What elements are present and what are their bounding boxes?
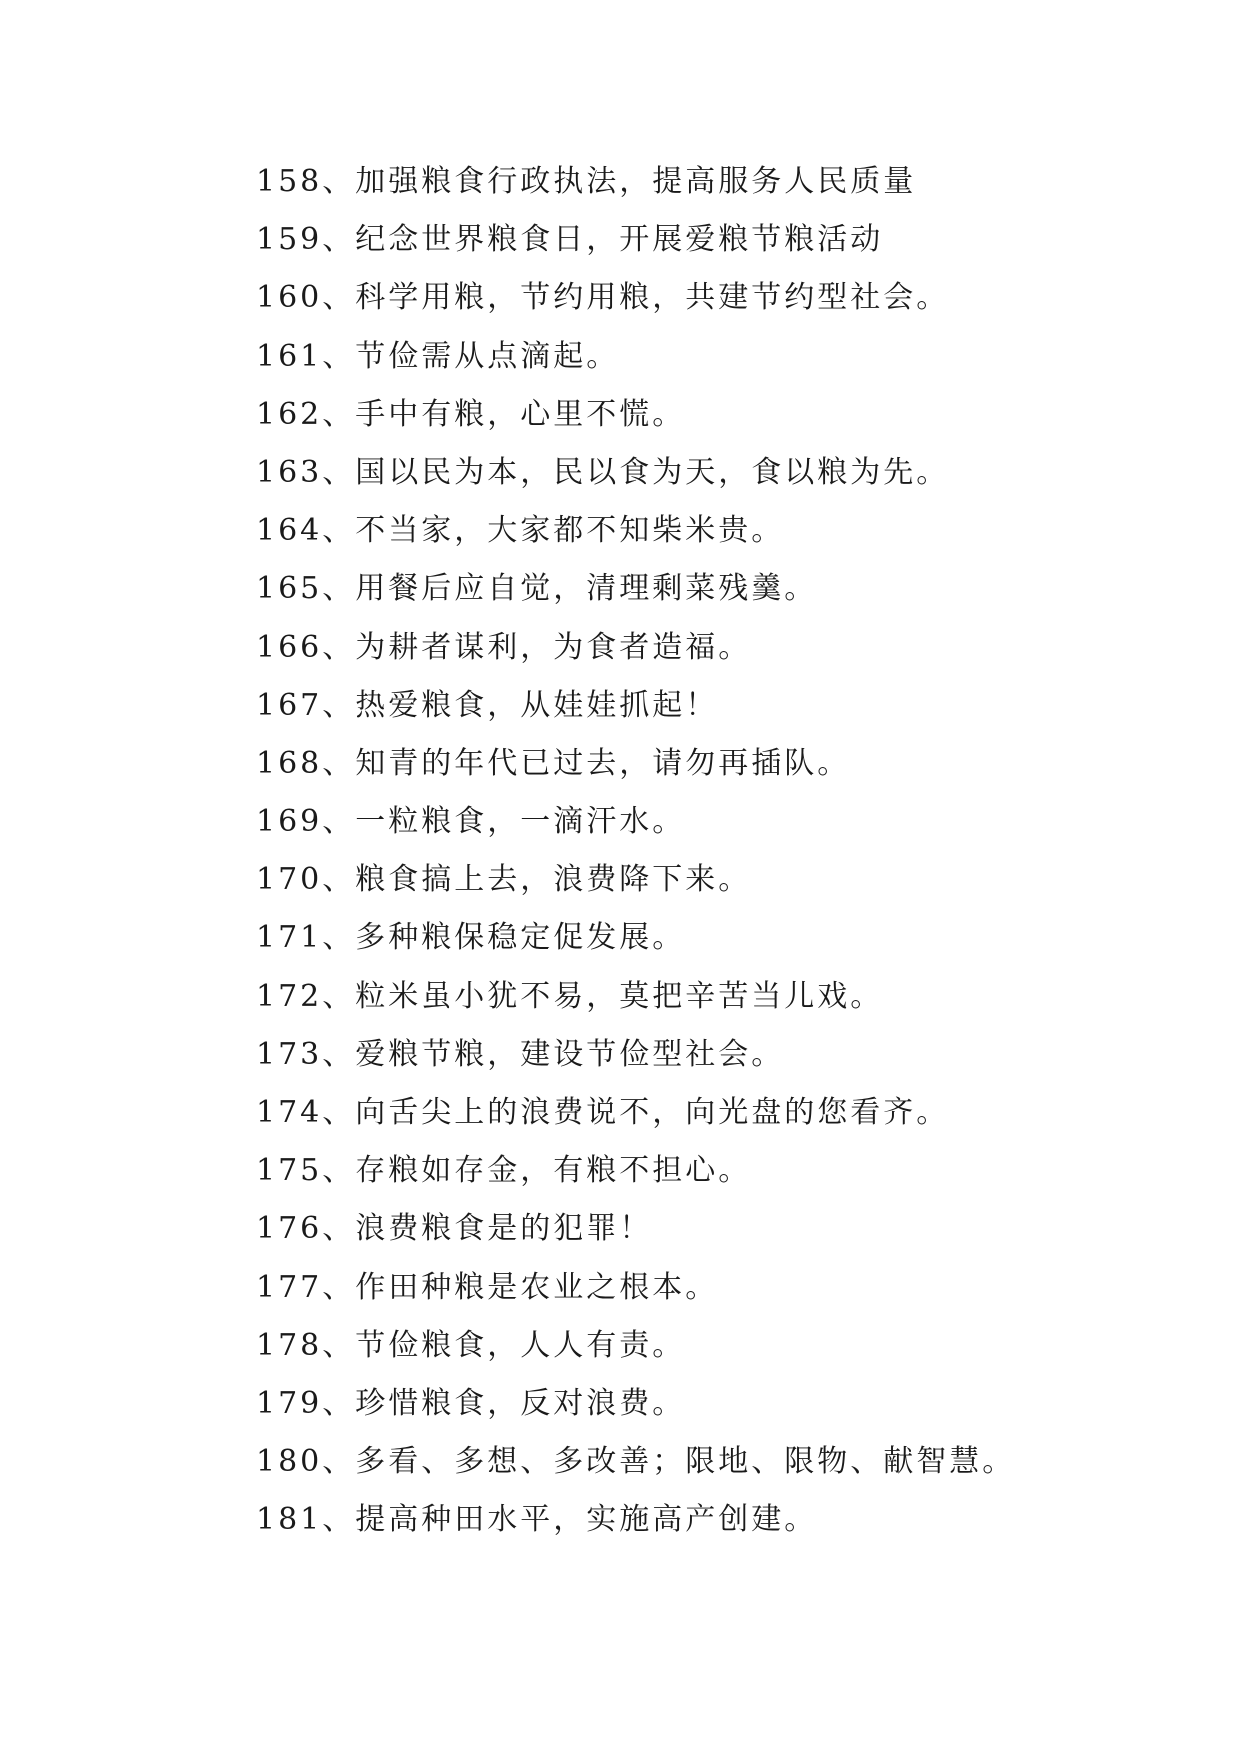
list-item: 174、向舌尖上的浪费说不，向光盘的您看齐。	[256, 1095, 950, 1130]
list-item: 173、爱粮节粮，建设节俭型社会。	[256, 1036, 785, 1072]
list-item: 179、珍惜粮食，反对浪费。	[256, 1385, 686, 1421]
slogan-list	[256, 162, 1015, 1559]
list-item: 163、国以民为本，民以食为天，食以粮为先。	[256, 454, 950, 490]
list-item: 168、知青的年代已过去，请勿再插队。	[256, 745, 851, 781]
list-item: 169、一粒粮食，一滴汗水。	[256, 804, 686, 840]
list-item: 158、加强粮食行政执法，提高服务人民质量	[256, 164, 917, 199]
list-item: 162、手中有粮，心里不慌。	[256, 396, 686, 432]
list-item: 176、浪费粮食是的犯罪！	[256, 1211, 653, 1247]
list-item: 178、节俭粮食，人人有责。	[256, 1327, 686, 1363]
list-item: 175、存粮如存金，有粮不担心。	[256, 1153, 752, 1189]
list-item: 172、粒米虽小犹不易，莫把辛苦当儿戏。	[256, 978, 884, 1014]
list-item: 161、节俭需从点滴起。	[256, 338, 620, 374]
list-item: 181、提高种田水平，实施高产创建。	[256, 1502, 818, 1538]
list-item: 166、为耕者谋利，为食者造福。	[256, 629, 752, 665]
list-item: 159、纪念世界粮食日，开展爱粮节粮活动	[256, 222, 884, 258]
list-item: 165、用餐后应自觉，清理剩菜残羹。	[256, 571, 818, 607]
list-item: 177、作田种粮是农业之根本。	[256, 1269, 719, 1305]
list-item: 167、热爱粮食，从娃娃抓起！	[256, 687, 719, 723]
list-item: 170、粮食搞上去，浪费降下来。	[256, 862, 752, 898]
list-item: 164、不当家，大家都不知柴米贵。	[256, 513, 785, 549]
list-item: 160、科学用粮，节约用粮，共建节约型社会。	[256, 280, 950, 316]
list-item: 171、多种粮保稳定促发展。	[256, 920, 686, 956]
list-item: 180、多看、多想、多改善；限地、限物、献智慧。	[256, 1444, 1016, 1480]
